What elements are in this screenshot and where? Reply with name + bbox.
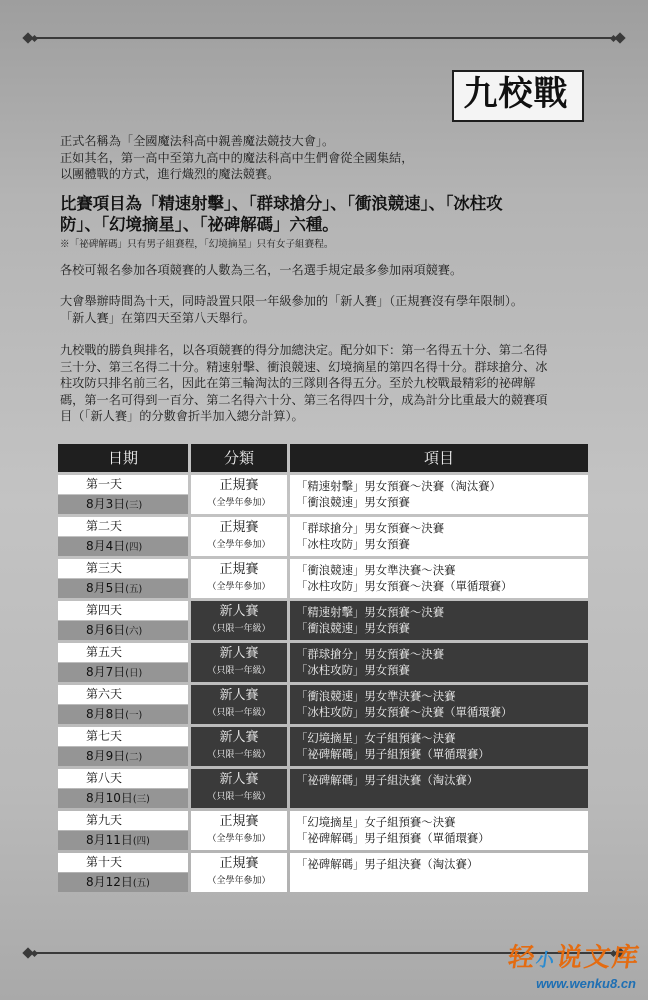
date-value: 8月9日 bbox=[86, 749, 126, 763]
period-line: 大會舉辦時間為十天，同時設置只限一年級參加的「新人賽」（正規賽沒有學年限制）。 bbox=[60, 294, 524, 308]
weekday: (二) bbox=[125, 752, 143, 763]
category-cell bbox=[191, 559, 287, 598]
weekday: (六) bbox=[125, 626, 143, 637]
date-label bbox=[58, 747, 188, 766]
headline-line: 比賽項目為「精速射擊」、「群球搶分」、「衝浪競速」、「冰柱攻 bbox=[60, 194, 503, 213]
category-cell bbox=[191, 685, 287, 724]
date-cell bbox=[58, 727, 188, 766]
date-cell bbox=[58, 853, 188, 892]
event-line: 「精速射擊」男女預賽～決賽（淘汰賽） bbox=[296, 479, 502, 493]
day-label: 第六天 bbox=[58, 685, 188, 704]
schedule-header bbox=[58, 444, 588, 472]
event-line: 「群球搶分」男女預賽～決賽 bbox=[296, 521, 445, 535]
category-note: （只限一年級） bbox=[207, 750, 271, 760]
day-label: 第七天 bbox=[58, 727, 188, 746]
day-label: 第九天 bbox=[58, 811, 188, 830]
category-name: 新人賽 bbox=[219, 730, 259, 745]
event-line: 「祕碑解碼」男子組預賽（單循環賽） bbox=[296, 831, 490, 845]
event-line: 「精速射擊」男女預賽～決賽 bbox=[296, 605, 445, 619]
date-label bbox=[58, 663, 188, 682]
date-label bbox=[58, 705, 188, 724]
day-label: 第二天 bbox=[58, 517, 188, 536]
schedule-row bbox=[58, 727, 588, 766]
weekday: (五) bbox=[132, 878, 150, 889]
period-line: 「新人賽」在第四天至第八天舉行。 bbox=[60, 310, 255, 325]
intro-line: 正如其名，第一高中至第九高中的魔法科高中生們會從全國集結， bbox=[60, 150, 414, 165]
event-line: 「祕碑解碼」男子組預賽（單循環賽） bbox=[296, 747, 490, 761]
event-line: 「衝浪競速」男女準決賽～決賽 bbox=[296, 689, 456, 703]
date-value: 8月11日 bbox=[86, 833, 133, 847]
events-cell bbox=[290, 559, 588, 598]
event-line: 「冰柱攻防」男女預賽 bbox=[296, 537, 410, 551]
event-line: 「衝浪競速」男女預賽 bbox=[296, 621, 410, 635]
page-title: 九校戰 bbox=[463, 74, 569, 114]
top-ornament-rule bbox=[22, 34, 626, 42]
day-label: 第五天 bbox=[58, 643, 188, 662]
schedule-row bbox=[58, 853, 588, 892]
event-line: 「冰柱攻防」男女預賽 bbox=[296, 663, 410, 677]
schedule-row bbox=[58, 769, 588, 808]
category-name: 正規賽 bbox=[219, 814, 259, 829]
event-line: 「祕碑解碼」男子組決賽（淘汰賽） bbox=[296, 773, 479, 787]
weekday: (四) bbox=[125, 542, 143, 553]
event-line: 「衝浪競速」男女準決賽～決賽 bbox=[296, 563, 456, 577]
schedule-row bbox=[58, 475, 588, 514]
category-cell bbox=[191, 811, 287, 850]
events-cell bbox=[290, 601, 588, 640]
date-cell bbox=[58, 601, 188, 640]
category-note: （只限一年級） bbox=[207, 666, 271, 676]
day-label: 第三天 bbox=[58, 559, 188, 578]
category-name: 新人賽 bbox=[219, 772, 259, 787]
intro-line: 以團體戰的方式，進行熾烈的魔法競賽。 bbox=[60, 167, 280, 181]
category-name: 正規賽 bbox=[219, 856, 259, 871]
header-events: 項目 bbox=[290, 444, 588, 472]
site-watermark-logo bbox=[494, 938, 642, 998]
schedule-row bbox=[58, 685, 588, 724]
day-label: 第四天 bbox=[58, 601, 188, 620]
events-cell bbox=[290, 685, 588, 724]
scoring-line: 三十分、第三名得二十分。精速射擊、衝浪競速、幻境摘星的第四名得十分。群球搶分、冰 bbox=[60, 359, 548, 374]
category-name: 正規賽 bbox=[219, 562, 259, 577]
date-value: 8月5日 bbox=[86, 581, 126, 595]
period-paragraph bbox=[60, 293, 596, 326]
day-label: 第八天 bbox=[58, 769, 188, 788]
event-line: 「群球搶分」男女預賽～決賽 bbox=[296, 647, 445, 661]
date-label bbox=[58, 789, 188, 808]
date-cell bbox=[58, 517, 188, 556]
weekday: (日) bbox=[125, 668, 143, 679]
event-line: 「冰柱攻防」男女預賽～決賽（單循環賽） bbox=[296, 705, 513, 719]
category-note: （全學年參加） bbox=[207, 498, 271, 508]
event-line: 「幻境摘星」女子組預賽～決賽 bbox=[296, 731, 456, 745]
category-cell bbox=[191, 853, 287, 892]
events-cell bbox=[290, 811, 588, 850]
scoring-line: 九校戰的勝負與排名，以各項競賽的得分加總決定。配分如下：第一名得五十分、第二名得 bbox=[60, 343, 548, 357]
category-note: （只限一年級） bbox=[207, 624, 271, 634]
date-label bbox=[58, 537, 188, 556]
category-cell bbox=[191, 643, 287, 682]
events-cell bbox=[290, 769, 588, 808]
events-cell bbox=[290, 517, 588, 556]
date-cell bbox=[58, 769, 188, 808]
date-label bbox=[58, 495, 188, 514]
headline-line: 防」、「幻境摘星」、「祕碑解碼」六種。 bbox=[60, 215, 339, 234]
date-cell bbox=[58, 643, 188, 682]
weekday: (三) bbox=[132, 794, 150, 805]
weekday: (三) bbox=[125, 500, 143, 511]
category-note: （全學年參加） bbox=[207, 876, 271, 886]
header-date: 日期 bbox=[58, 444, 188, 472]
date-label bbox=[58, 873, 188, 892]
date-cell bbox=[58, 475, 188, 514]
date-value: 8月7日 bbox=[86, 665, 126, 679]
date-value: 8月12日 bbox=[86, 875, 133, 889]
header-category: 分類 bbox=[191, 444, 287, 472]
event-line: 「祕碑解碼」男子組決賽（淘汰賽） bbox=[296, 857, 479, 871]
schedule-row bbox=[58, 517, 588, 556]
weekday: (一) bbox=[125, 710, 143, 721]
category-name: 新人賽 bbox=[219, 646, 259, 661]
schedule-row bbox=[58, 811, 588, 850]
intro-line: 正式名稱為「全國魔法科高中親善魔法競技大會」。 bbox=[60, 134, 335, 148]
category-cell bbox=[191, 475, 287, 514]
date-value: 8月10日 bbox=[86, 791, 133, 805]
event-line: 「衝浪競速」男女預賽 bbox=[296, 495, 410, 509]
events-cell bbox=[290, 853, 588, 892]
category-note: （只限一年級） bbox=[207, 792, 271, 802]
date-value: 8月8日 bbox=[86, 707, 126, 721]
events-footnote: ※「祕碑解碼」只有男子組賽程，「幻境摘星」只有女子組賽程。 bbox=[60, 239, 334, 250]
schedule-row bbox=[58, 643, 588, 682]
category-cell bbox=[191, 727, 287, 766]
day-label: 第一天 bbox=[58, 475, 188, 494]
date-cell bbox=[58, 811, 188, 850]
category-name: 新人賽 bbox=[219, 604, 259, 619]
date-value: 8月3日 bbox=[86, 497, 126, 511]
date-cell bbox=[58, 685, 188, 724]
event-line: 「冰柱攻防」男女預賽～決賽（單循環賽） bbox=[296, 579, 513, 593]
schedule-row bbox=[58, 601, 588, 640]
scoring-line: 目（「新人賽」的分數會折半加入總分計算）。 bbox=[60, 409, 304, 423]
weekday: (五) bbox=[125, 584, 143, 595]
weekday: (四) bbox=[132, 836, 150, 847]
category-note: （只限一年級） bbox=[207, 708, 271, 718]
date-value: 8月4日 bbox=[86, 539, 126, 553]
scoring-paragraph bbox=[60, 342, 596, 425]
category-name: 正規賽 bbox=[219, 478, 259, 493]
scoring-line: 碼，第一名可得到一百分、第二名得六十分、第三名得四十分，成為計分比重最大的競賽項 bbox=[60, 392, 548, 407]
events-headline bbox=[60, 193, 600, 235]
date-label bbox=[58, 579, 188, 598]
category-cell bbox=[191, 601, 287, 640]
category-name: 新人賽 bbox=[219, 688, 259, 703]
category-cell bbox=[191, 517, 287, 556]
events-cell bbox=[290, 643, 588, 682]
category-note: （全學年參加） bbox=[207, 834, 271, 844]
watermark-text: 轻小说文库 bbox=[506, 943, 643, 973]
category-name: 正規賽 bbox=[219, 520, 259, 535]
date-cell bbox=[58, 559, 188, 598]
events-cell bbox=[290, 727, 588, 766]
events-cell bbox=[290, 475, 588, 514]
category-note: （全學年參加） bbox=[207, 540, 271, 550]
date-value: 8月6日 bbox=[86, 623, 126, 637]
date-label bbox=[58, 621, 188, 640]
category-note: （全學年參加） bbox=[207, 582, 271, 592]
event-line: 「幻境摘星」女子組預賽～決賽 bbox=[296, 815, 456, 829]
category-cell bbox=[191, 769, 287, 808]
entry-rule-paragraph: 各校可報名參加各項競賽的人數為三名，一名選手規定最多參加兩項競賽。 bbox=[60, 263, 463, 277]
date-label bbox=[58, 831, 188, 850]
schedule-row bbox=[58, 559, 588, 598]
intro-paragraph bbox=[60, 133, 596, 183]
watermark-url: www.wenku8.cn bbox=[536, 976, 636, 991]
scoring-line: 柱攻防只排名前三名，因此在第三輪淘汰的三隊則各得五分。至於九校戰最精彩的祕碑解 bbox=[60, 376, 536, 390]
day-label: 第十天 bbox=[58, 853, 188, 872]
